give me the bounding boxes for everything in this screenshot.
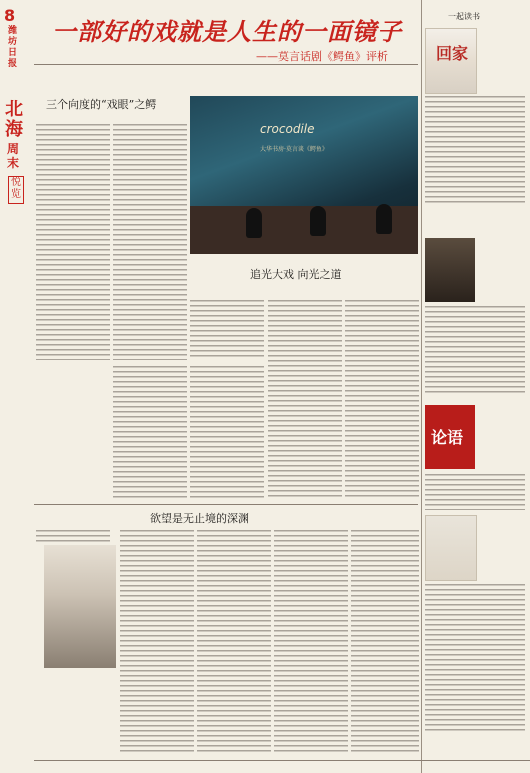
page-headline: 一部好的戏就是人生的一面镜子 — [52, 17, 402, 46]
book-cover — [425, 405, 475, 469]
book-cover-title: 回家 — [436, 44, 469, 63]
page-footer — [34, 760, 530, 773]
article2-title: 追光大戏 向光之道 — [250, 268, 342, 281]
article3-column-1 — [120, 530, 194, 752]
article2-column-3 — [190, 366, 264, 500]
section-label: 悦览 — [8, 176, 24, 204]
weekly-label: 周末 — [7, 142, 20, 170]
article3-column-3 — [274, 530, 348, 752]
person-figure — [376, 204, 392, 234]
book-photo — [44, 545, 116, 668]
masthead-strip — [0, 0, 30, 773]
article2-column-2 — [345, 300, 419, 500]
photo-banner: crocodile — [260, 122, 315, 136]
headline-rule — [34, 64, 418, 65]
stage-photo — [190, 96, 418, 254]
article3-column-2 — [197, 530, 271, 752]
book-blurb — [425, 96, 525, 206]
book-cover — [425, 28, 477, 94]
book-cover — [425, 238, 475, 302]
book-blurb — [425, 474, 525, 510]
book-blurb — [425, 584, 525, 734]
person-figure — [246, 208, 262, 238]
article1-title: 三个向度的“戏眼”之鳄 — [46, 98, 157, 111]
newspaper-brand: 潍坊日报 — [8, 26, 18, 69]
book-blurb — [425, 306, 525, 396]
article2-column-4 — [113, 366, 187, 500]
person-figure — [310, 206, 326, 236]
article3-intro — [36, 530, 110, 544]
book-cover — [425, 515, 477, 581]
page-subhead: ——莫言话剧《鳄鱼》评析 — [256, 50, 388, 63]
article3-column-4 — [351, 530, 419, 752]
book-cover-title: 论语 — [431, 428, 464, 447]
photo-banner-sub: 大华书房·莫言谈《鳄鱼》 — [260, 146, 328, 153]
supplement-name: 北海 — [5, 99, 23, 140]
article1-column-2 — [113, 124, 187, 360]
article2-column-1 — [268, 300, 342, 500]
article3-title: 欲望是无止境的深渊 — [150, 512, 249, 525]
page-number: 8 — [4, 6, 16, 25]
section-rule — [34, 504, 418, 505]
article1-column-3 — [190, 300, 264, 360]
article1-column-1 — [36, 124, 110, 360]
book-column-header: 一起读书 — [448, 12, 480, 21]
